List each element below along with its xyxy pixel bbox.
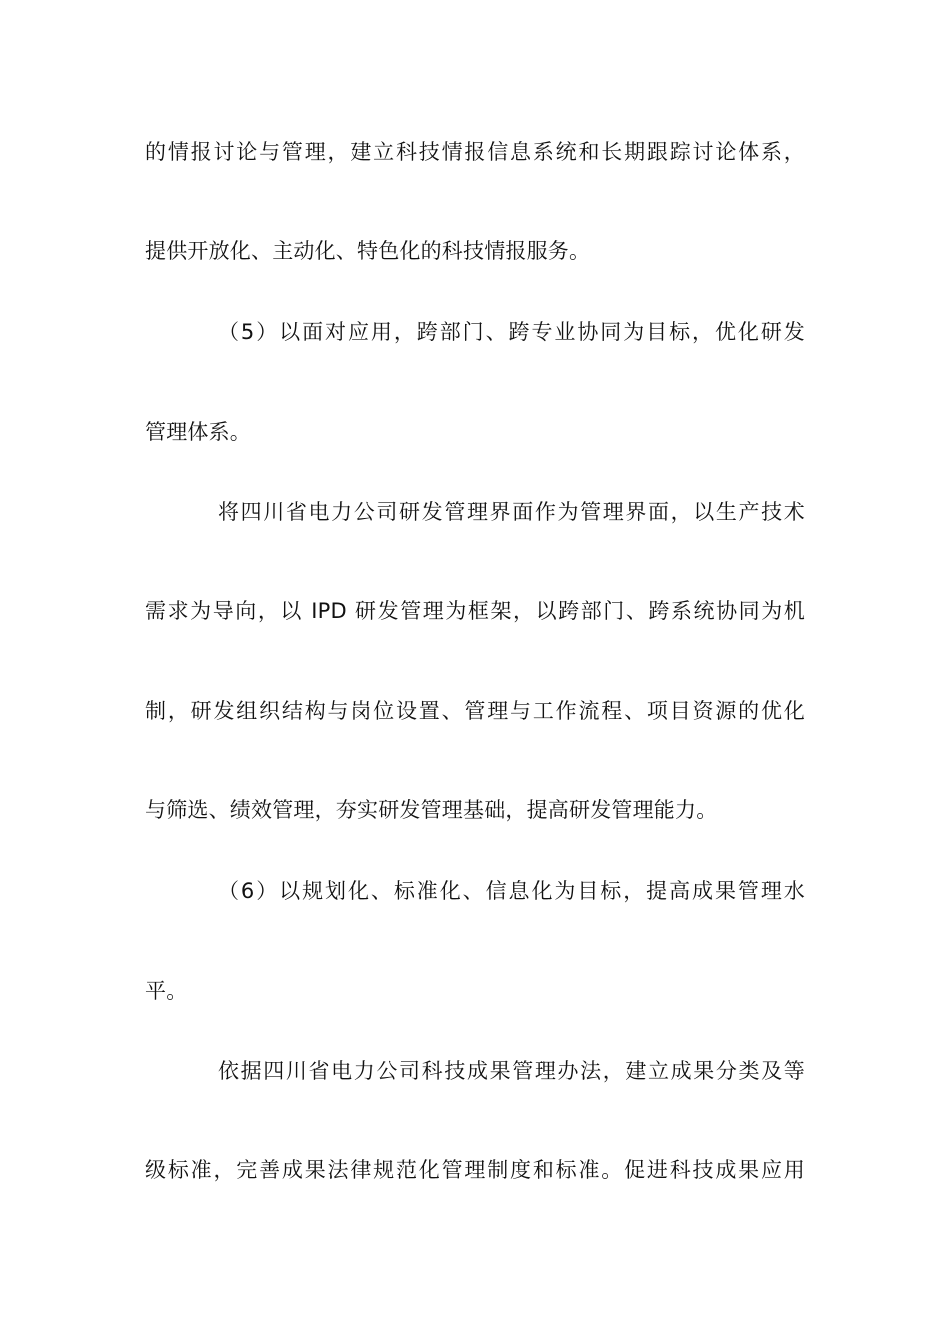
text-line: 需求为导向，以 IPD 研发管理为框架，以跨部门、跨系统协同为机	[145, 599, 805, 623]
section-heading-5: （5）以面对应用，跨部门、跨专业协同为目标，优化研发	[218, 320, 805, 344]
text-line: 管理体系。	[145, 420, 251, 444]
text-line: 平。	[145, 979, 188, 1003]
text-line: 的情报讨论与管理，建立科技情报信息系统和长期跟踪讨论体系，	[145, 140, 805, 164]
text-line: 制，研发组织结构与岗位设置、管理与工作流程、项目资源的优化	[145, 699, 805, 723]
paragraph-start: 将四川省电力公司研发管理界面作为管理界面，以生产技术	[218, 500, 805, 524]
section-heading-6: （6）以规划化、标准化、信息化为目标，提高成果管理水	[218, 879, 805, 903]
text-line: 提供开放化、主动化、特色化的科技情报服务。	[145, 239, 591, 263]
paragraph-start: 依据四川省电力公司科技成果管理办法，建立成果分类及等	[218, 1059, 805, 1083]
text-line: 与筛选、绩效管理，夯实研发管理基础，提高研发管理能力。	[145, 798, 718, 822]
text-line: 级标准，完善成果法律规范化管理制度和标准。促进科技成果应用	[145, 1158, 805, 1182]
